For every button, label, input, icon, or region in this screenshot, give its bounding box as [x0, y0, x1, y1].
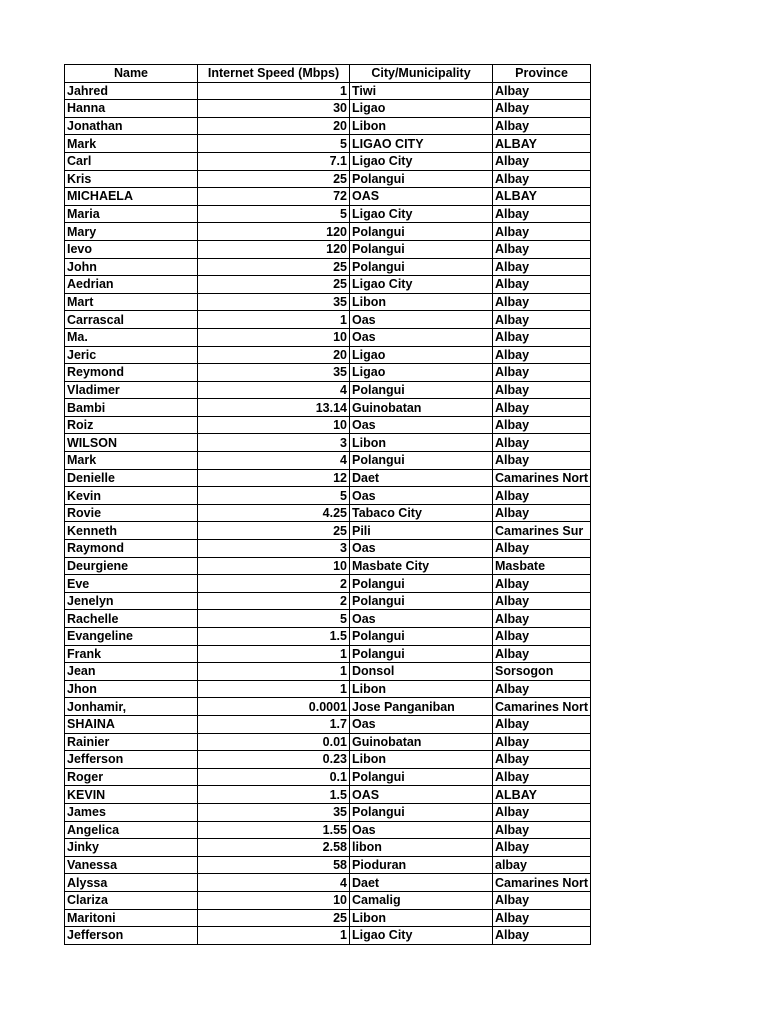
cell-city: Polangui	[350, 803, 493, 821]
table-row	[65, 733, 591, 751]
cell-name: KEVIN	[65, 786, 198, 804]
cell-city: Ligao City	[350, 276, 493, 294]
table-row	[65, 258, 591, 276]
cell-internet-speed: 4	[198, 381, 350, 399]
cell-city: Polangui	[350, 592, 493, 610]
cell-name: Jahred	[65, 82, 198, 100]
cell-province: Camarines Nort	[493, 874, 591, 892]
table-row	[65, 170, 591, 188]
cell-city: Polangui	[350, 170, 493, 188]
table-row	[65, 540, 591, 558]
cell-internet-speed: 1.5	[198, 786, 350, 804]
table-row	[65, 522, 591, 540]
cell-name: Hanna	[65, 100, 198, 118]
cell-city: OAS	[350, 188, 493, 206]
cell-internet-speed: 30	[198, 100, 350, 118]
cell-name: Carrascal	[65, 311, 198, 329]
cell-internet-speed: 10	[198, 557, 350, 575]
cell-internet-speed: 1.5	[198, 628, 350, 646]
table-row	[65, 821, 591, 839]
cell-city: Ligao City	[350, 927, 493, 945]
cell-name: Angelica	[65, 821, 198, 839]
cell-internet-speed: 12	[198, 469, 350, 487]
table-row	[65, 364, 591, 382]
cell-internet-speed: 1.7	[198, 715, 350, 733]
cell-city: Ligao	[350, 100, 493, 118]
table-row	[65, 434, 591, 452]
cell-province: Albay	[493, 715, 591, 733]
cell-province: Albay	[493, 240, 591, 258]
cell-name: MICHAELA	[65, 188, 198, 206]
table-row	[65, 117, 591, 135]
cell-city: Guinobatan	[350, 399, 493, 417]
cell-city: Ligao City	[350, 152, 493, 170]
cell-name: Eve	[65, 575, 198, 593]
cell-province: Albay	[493, 927, 591, 945]
cell-city: Polangui	[350, 628, 493, 646]
cell-name: WILSON	[65, 434, 198, 452]
table-row	[65, 223, 591, 241]
cell-province: Albay	[493, 381, 591, 399]
cell-city: Oas	[350, 540, 493, 558]
table-row	[65, 663, 591, 681]
table-row	[65, 276, 591, 294]
cell-province: Albay	[493, 223, 591, 241]
cell-province: Albay	[493, 504, 591, 522]
cell-name: Ievo	[65, 240, 198, 258]
table-row	[65, 399, 591, 417]
cell-province: Albay	[493, 628, 591, 646]
cell-province: Albay	[493, 839, 591, 857]
cell-city: Masbate City	[350, 557, 493, 575]
cell-city: Tabaco City	[350, 504, 493, 522]
cell-province: Albay	[493, 821, 591, 839]
cell-city: Libon	[350, 117, 493, 135]
cell-province: Albay	[493, 575, 591, 593]
cell-province: Albay	[493, 645, 591, 663]
cell-name: Vanessa	[65, 856, 198, 874]
cell-province: Albay	[493, 311, 591, 329]
table-row	[65, 592, 591, 610]
cell-name: Bambi	[65, 399, 198, 417]
table-row	[65, 469, 591, 487]
cell-province: Albay	[493, 293, 591, 311]
cell-province: Albay	[493, 434, 591, 452]
cell-city: Tiwi	[350, 82, 493, 100]
cell-city: Polangui	[350, 768, 493, 786]
cell-name: Jinky	[65, 839, 198, 857]
header-internet-speed: Internet Speed (Mbps)	[198, 65, 350, 83]
cell-internet-speed: 2	[198, 575, 350, 593]
cell-internet-speed: 13.14	[198, 399, 350, 417]
cell-internet-speed: 1	[198, 82, 350, 100]
cell-province: Albay	[493, 346, 591, 364]
cell-city: Polangui	[350, 258, 493, 276]
cell-name: Mark	[65, 135, 198, 153]
cell-name: Jonathan	[65, 117, 198, 135]
table-row	[65, 909, 591, 927]
cell-name: Deurgiene	[65, 557, 198, 575]
cell-internet-speed: 35	[198, 364, 350, 382]
cell-internet-speed: 1	[198, 927, 350, 945]
cell-internet-speed: 25	[198, 276, 350, 294]
cell-name: Maritoni	[65, 909, 198, 927]
table-row	[65, 188, 591, 206]
cell-internet-speed: 5	[198, 205, 350, 223]
cell-province: Albay	[493, 680, 591, 698]
cell-name: Mart	[65, 293, 198, 311]
cell-internet-speed: 10	[198, 328, 350, 346]
cell-name: Mary	[65, 223, 198, 241]
cell-province: Albay	[493, 100, 591, 118]
cell-province: Albay	[493, 592, 591, 610]
cell-name: John	[65, 258, 198, 276]
table-row	[65, 346, 591, 364]
cell-city: Libon	[350, 434, 493, 452]
table-row	[65, 803, 591, 821]
cell-internet-speed: 120	[198, 240, 350, 258]
cell-internet-speed: 3	[198, 540, 350, 558]
cell-name: Alyssa	[65, 874, 198, 892]
cell-name: Kenneth	[65, 522, 198, 540]
cell-internet-speed: 0.0001	[198, 698, 350, 716]
table-row	[65, 152, 591, 170]
cell-name: Kris	[65, 170, 198, 188]
cell-city: Camalig	[350, 891, 493, 909]
cell-internet-speed: 25	[198, 258, 350, 276]
table-row	[65, 628, 591, 646]
cell-city: Libon	[350, 909, 493, 927]
cell-city: Pili	[350, 522, 493, 540]
cell-internet-speed: 5	[198, 610, 350, 628]
cell-province: Albay	[493, 540, 591, 558]
table-row	[65, 452, 591, 470]
table-row	[65, 416, 591, 434]
cell-city: Oas	[350, 487, 493, 505]
table-row	[65, 557, 591, 575]
cell-province: Albay	[493, 751, 591, 769]
cell-name: Maria	[65, 205, 198, 223]
cell-city: OAS	[350, 786, 493, 804]
header-row	[65, 65, 591, 83]
cell-internet-speed: 0.01	[198, 733, 350, 751]
cell-province: Masbate	[493, 557, 591, 575]
table-row	[65, 768, 591, 786]
cell-internet-speed: 1.55	[198, 821, 350, 839]
cell-internet-speed: 7.1	[198, 152, 350, 170]
cell-city: Pioduran	[350, 856, 493, 874]
cell-internet-speed: 4.25	[198, 504, 350, 522]
header-city-municipality: City/Municipality	[350, 65, 493, 83]
cell-name: Rachelle	[65, 610, 198, 628]
cell-province: Albay	[493, 803, 591, 821]
cell-province: Albay	[493, 205, 591, 223]
cell-province: Albay	[493, 328, 591, 346]
cell-city: Polangui	[350, 381, 493, 399]
cell-internet-speed: 4	[198, 874, 350, 892]
cell-province: Camarines Nort	[493, 698, 591, 716]
cell-city: LIGAO CITY	[350, 135, 493, 153]
cell-city: Ligao City	[350, 205, 493, 223]
cell-name: Jenelyn	[65, 592, 198, 610]
cell-province: Camarines Nort	[493, 469, 591, 487]
table-row	[65, 381, 591, 399]
cell-name: Jean	[65, 663, 198, 681]
cell-internet-speed: 35	[198, 293, 350, 311]
cell-city: Libon	[350, 680, 493, 698]
cell-internet-speed: 58	[198, 856, 350, 874]
cell-name: Jefferson	[65, 927, 198, 945]
table-row	[65, 856, 591, 874]
table-row	[65, 715, 591, 733]
cell-province: Albay	[493, 276, 591, 294]
cell-province: Albay	[493, 82, 591, 100]
cell-internet-speed: 5	[198, 135, 350, 153]
cell-internet-speed: 72	[198, 188, 350, 206]
cell-name: Roger	[65, 768, 198, 786]
table-row	[65, 575, 591, 593]
cell-name: SHAINA	[65, 715, 198, 733]
cell-name: Evangeline	[65, 628, 198, 646]
cell-internet-speed: 1	[198, 645, 350, 663]
cell-internet-speed: 0.1	[198, 768, 350, 786]
cell-internet-speed: 5	[198, 487, 350, 505]
cell-name: Rainier	[65, 733, 198, 751]
table-row	[65, 328, 591, 346]
cell-province: albay	[493, 856, 591, 874]
cell-internet-speed: 0.23	[198, 751, 350, 769]
table-row	[65, 240, 591, 258]
table-row	[65, 610, 591, 628]
cell-city: Donsol	[350, 663, 493, 681]
cell-name: Rovie	[65, 504, 198, 522]
cell-city: Jose Panganiban	[350, 698, 493, 716]
cell-internet-speed: 3	[198, 434, 350, 452]
cell-province: Sorsogon	[493, 663, 591, 681]
cell-province: Albay	[493, 364, 591, 382]
table-row	[65, 751, 591, 769]
cell-city: Polangui	[350, 645, 493, 663]
cell-name: Clariza	[65, 891, 198, 909]
table-row	[65, 891, 591, 909]
header-province: Province	[493, 65, 591, 83]
cell-internet-speed: 25	[198, 170, 350, 188]
cell-province: ALBAY	[493, 188, 591, 206]
cell-internet-speed: 2	[198, 592, 350, 610]
cell-name: Mark	[65, 452, 198, 470]
cell-city: Oas	[350, 715, 493, 733]
cell-internet-speed: 35	[198, 803, 350, 821]
cell-internet-speed: 1	[198, 680, 350, 698]
table-row	[65, 680, 591, 698]
cell-name: James	[65, 803, 198, 821]
cell-city: Oas	[350, 821, 493, 839]
cell-city: Libon	[350, 751, 493, 769]
cell-province: Albay	[493, 768, 591, 786]
table-row	[65, 874, 591, 892]
cell-province: Albay	[493, 152, 591, 170]
cell-internet-speed: 20	[198, 117, 350, 135]
cell-name: Reymond	[65, 364, 198, 382]
table-row	[65, 100, 591, 118]
cell-internet-speed: 25	[198, 909, 350, 927]
cell-city: Oas	[350, 328, 493, 346]
cell-city: Guinobatan	[350, 733, 493, 751]
cell-province: ALBAY	[493, 135, 591, 153]
cell-province: Albay	[493, 610, 591, 628]
cell-city: Polangui	[350, 452, 493, 470]
cell-province: Albay	[493, 733, 591, 751]
table-row	[65, 82, 591, 100]
cell-internet-speed: 25	[198, 522, 350, 540]
cell-province: Camarines Sur	[493, 522, 591, 540]
cell-province: Albay	[493, 416, 591, 434]
cell-city: Daet	[350, 469, 493, 487]
table-row	[65, 205, 591, 223]
cell-province: Albay	[493, 487, 591, 505]
cell-province: Albay	[493, 452, 591, 470]
cell-name: Kevin	[65, 487, 198, 505]
cell-city: Libon	[350, 293, 493, 311]
cell-name: Frank	[65, 645, 198, 663]
cell-name: Carl	[65, 152, 198, 170]
cell-name: Ma.	[65, 328, 198, 346]
cell-province: Albay	[493, 258, 591, 276]
cell-name: Jhon	[65, 680, 198, 698]
cell-city: Daet	[350, 874, 493, 892]
cell-city: Polangui	[350, 223, 493, 241]
cell-city: Oas	[350, 311, 493, 329]
cell-internet-speed: 120	[198, 223, 350, 241]
cell-city: Ligao	[350, 346, 493, 364]
table-row	[65, 135, 591, 153]
cell-province: Albay	[493, 909, 591, 927]
cell-name: Denielle	[65, 469, 198, 487]
cell-internet-speed: 4	[198, 452, 350, 470]
cell-name: Aedrian	[65, 276, 198, 294]
cell-province: Albay	[493, 170, 591, 188]
cell-name: Jonhamir,	[65, 698, 198, 716]
cell-city: Ligao	[350, 364, 493, 382]
cell-city: libon	[350, 839, 493, 857]
table-row	[65, 786, 591, 804]
table-row	[65, 839, 591, 857]
table-row	[65, 293, 591, 311]
cell-internet-speed: 20	[198, 346, 350, 364]
table-row	[65, 645, 591, 663]
cell-name: Jefferson	[65, 751, 198, 769]
cell-city: Oas	[350, 610, 493, 628]
cell-internet-speed: 2.58	[198, 839, 350, 857]
cell-internet-speed: 10	[198, 891, 350, 909]
cell-internet-speed: 1	[198, 311, 350, 329]
cell-internet-speed: 10	[198, 416, 350, 434]
cell-name: Jeric	[65, 346, 198, 364]
cell-city: Polangui	[350, 240, 493, 258]
cell-province: Albay	[493, 399, 591, 417]
table-row	[65, 504, 591, 522]
table-row	[65, 487, 591, 505]
table-row	[65, 311, 591, 329]
cell-city: Oas	[350, 416, 493, 434]
cell-name: Raymond	[65, 540, 198, 558]
cell-internet-speed: 1	[198, 663, 350, 681]
cell-city: Polangui	[350, 575, 493, 593]
table-row	[65, 927, 591, 945]
cell-province: ALBAY	[493, 786, 591, 804]
header-name: Name	[65, 65, 198, 83]
table-row	[65, 698, 591, 716]
cell-province: Albay	[493, 117, 591, 135]
cell-name: Roiz	[65, 416, 198, 434]
survey-table	[64, 64, 591, 945]
cell-province: Albay	[493, 891, 591, 909]
cell-name: Vladimer	[65, 381, 198, 399]
